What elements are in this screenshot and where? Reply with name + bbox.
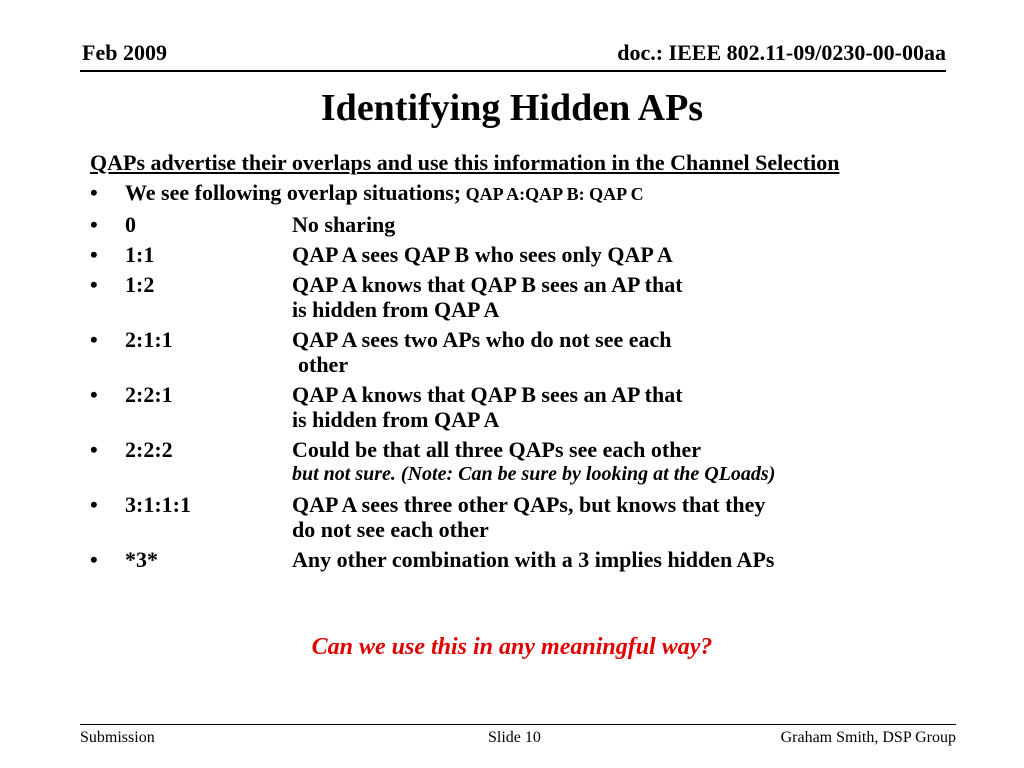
bullet: • bbox=[90, 212, 98, 237]
list-item bbox=[90, 212, 970, 237]
overlap-code: *3* bbox=[125, 547, 158, 572]
overlap-description: QAP A knows that QAP B sees an AP that bbox=[292, 382, 683, 407]
footer-submission: Submission bbox=[80, 729, 155, 746]
slide-title: Identifying Hidden APs bbox=[320, 87, 704, 129]
list-item-text bbox=[125, 180, 970, 207]
overlap-code: 2:1:1 bbox=[125, 327, 173, 352]
overlap-description: Any other combination with a 3 implies hidden APs bbox=[292, 547, 775, 572]
closing-question: Can we use this in any meaningful way? bbox=[311, 634, 713, 660]
list-item bbox=[90, 492, 970, 542]
overlap-description-continued: is hidden from QAP A bbox=[292, 407, 500, 432]
intro-text: QAPs advertise their overlaps and use this information in the Channel Selection bbox=[90, 150, 840, 175]
footer-divider bbox=[80, 724, 956, 725]
slide-body bbox=[90, 150, 970, 572]
bullet: • bbox=[90, 327, 98, 352]
overlap-description: QAP A knows that QAP B sees an AP that bbox=[292, 272, 683, 297]
list-item bbox=[90, 382, 970, 432]
bullet: • bbox=[90, 242, 98, 267]
bullet: • bbox=[90, 180, 98, 205]
overlap-code: 2:2:2 bbox=[125, 437, 173, 462]
overlap-description-continued: is hidden from QAP A bbox=[292, 297, 500, 322]
list-item bbox=[90, 327, 970, 377]
overlap-description-continued: other bbox=[298, 352, 349, 377]
overlap-notation: QAP A:QAP B: QAP C bbox=[461, 184, 644, 204]
overlap-description: QAP A sees two APs who do not see each bbox=[292, 327, 672, 352]
overlap-description: QAP A sees three other QAPs, but knows that they bbox=[292, 492, 766, 517]
overlap-intro: We see following overlap situations; bbox=[125, 180, 462, 205]
overlap-code: 2:2:1 bbox=[125, 382, 173, 407]
overlap-description-continued: do not see each other bbox=[292, 517, 489, 542]
overlap-description: No sharing bbox=[292, 212, 396, 237]
bullet: • bbox=[90, 492, 98, 517]
bullet: • bbox=[90, 272, 98, 297]
list-item bbox=[90, 437, 970, 487]
bullet: • bbox=[90, 437, 98, 462]
overlap-note: but not sure. (Note: Can be sure by looking at the QLoads) bbox=[292, 463, 776, 485]
list-item-overlap-intro bbox=[90, 180, 970, 207]
header-date: Feb 2009 bbox=[82, 40, 167, 65]
footer-slide-number: Slide 10 bbox=[488, 729, 541, 746]
overlap-code: 3:1:1:1 bbox=[125, 492, 191, 517]
overlap-description: Could be that all three QAPs see each other bbox=[292, 437, 701, 462]
overlap-code: 0 bbox=[125, 212, 136, 237]
bullet: • bbox=[90, 547, 98, 572]
header-divider bbox=[80, 70, 946, 72]
header-doc-id: doc.: IEEE 802.11-09/0230-00-00aa bbox=[617, 40, 946, 65]
footer-author: Graham Smith, DSP Group bbox=[780, 729, 956, 746]
list-item bbox=[90, 242, 970, 267]
list-item bbox=[90, 272, 970, 322]
list-item bbox=[90, 547, 970, 572]
overlap-code: 1:2 bbox=[125, 272, 155, 297]
overlap-description: QAP A sees QAP B who sees only QAP A bbox=[292, 242, 673, 267]
bullet: • bbox=[90, 382, 98, 407]
overlap-code: 1:1 bbox=[125, 242, 155, 267]
